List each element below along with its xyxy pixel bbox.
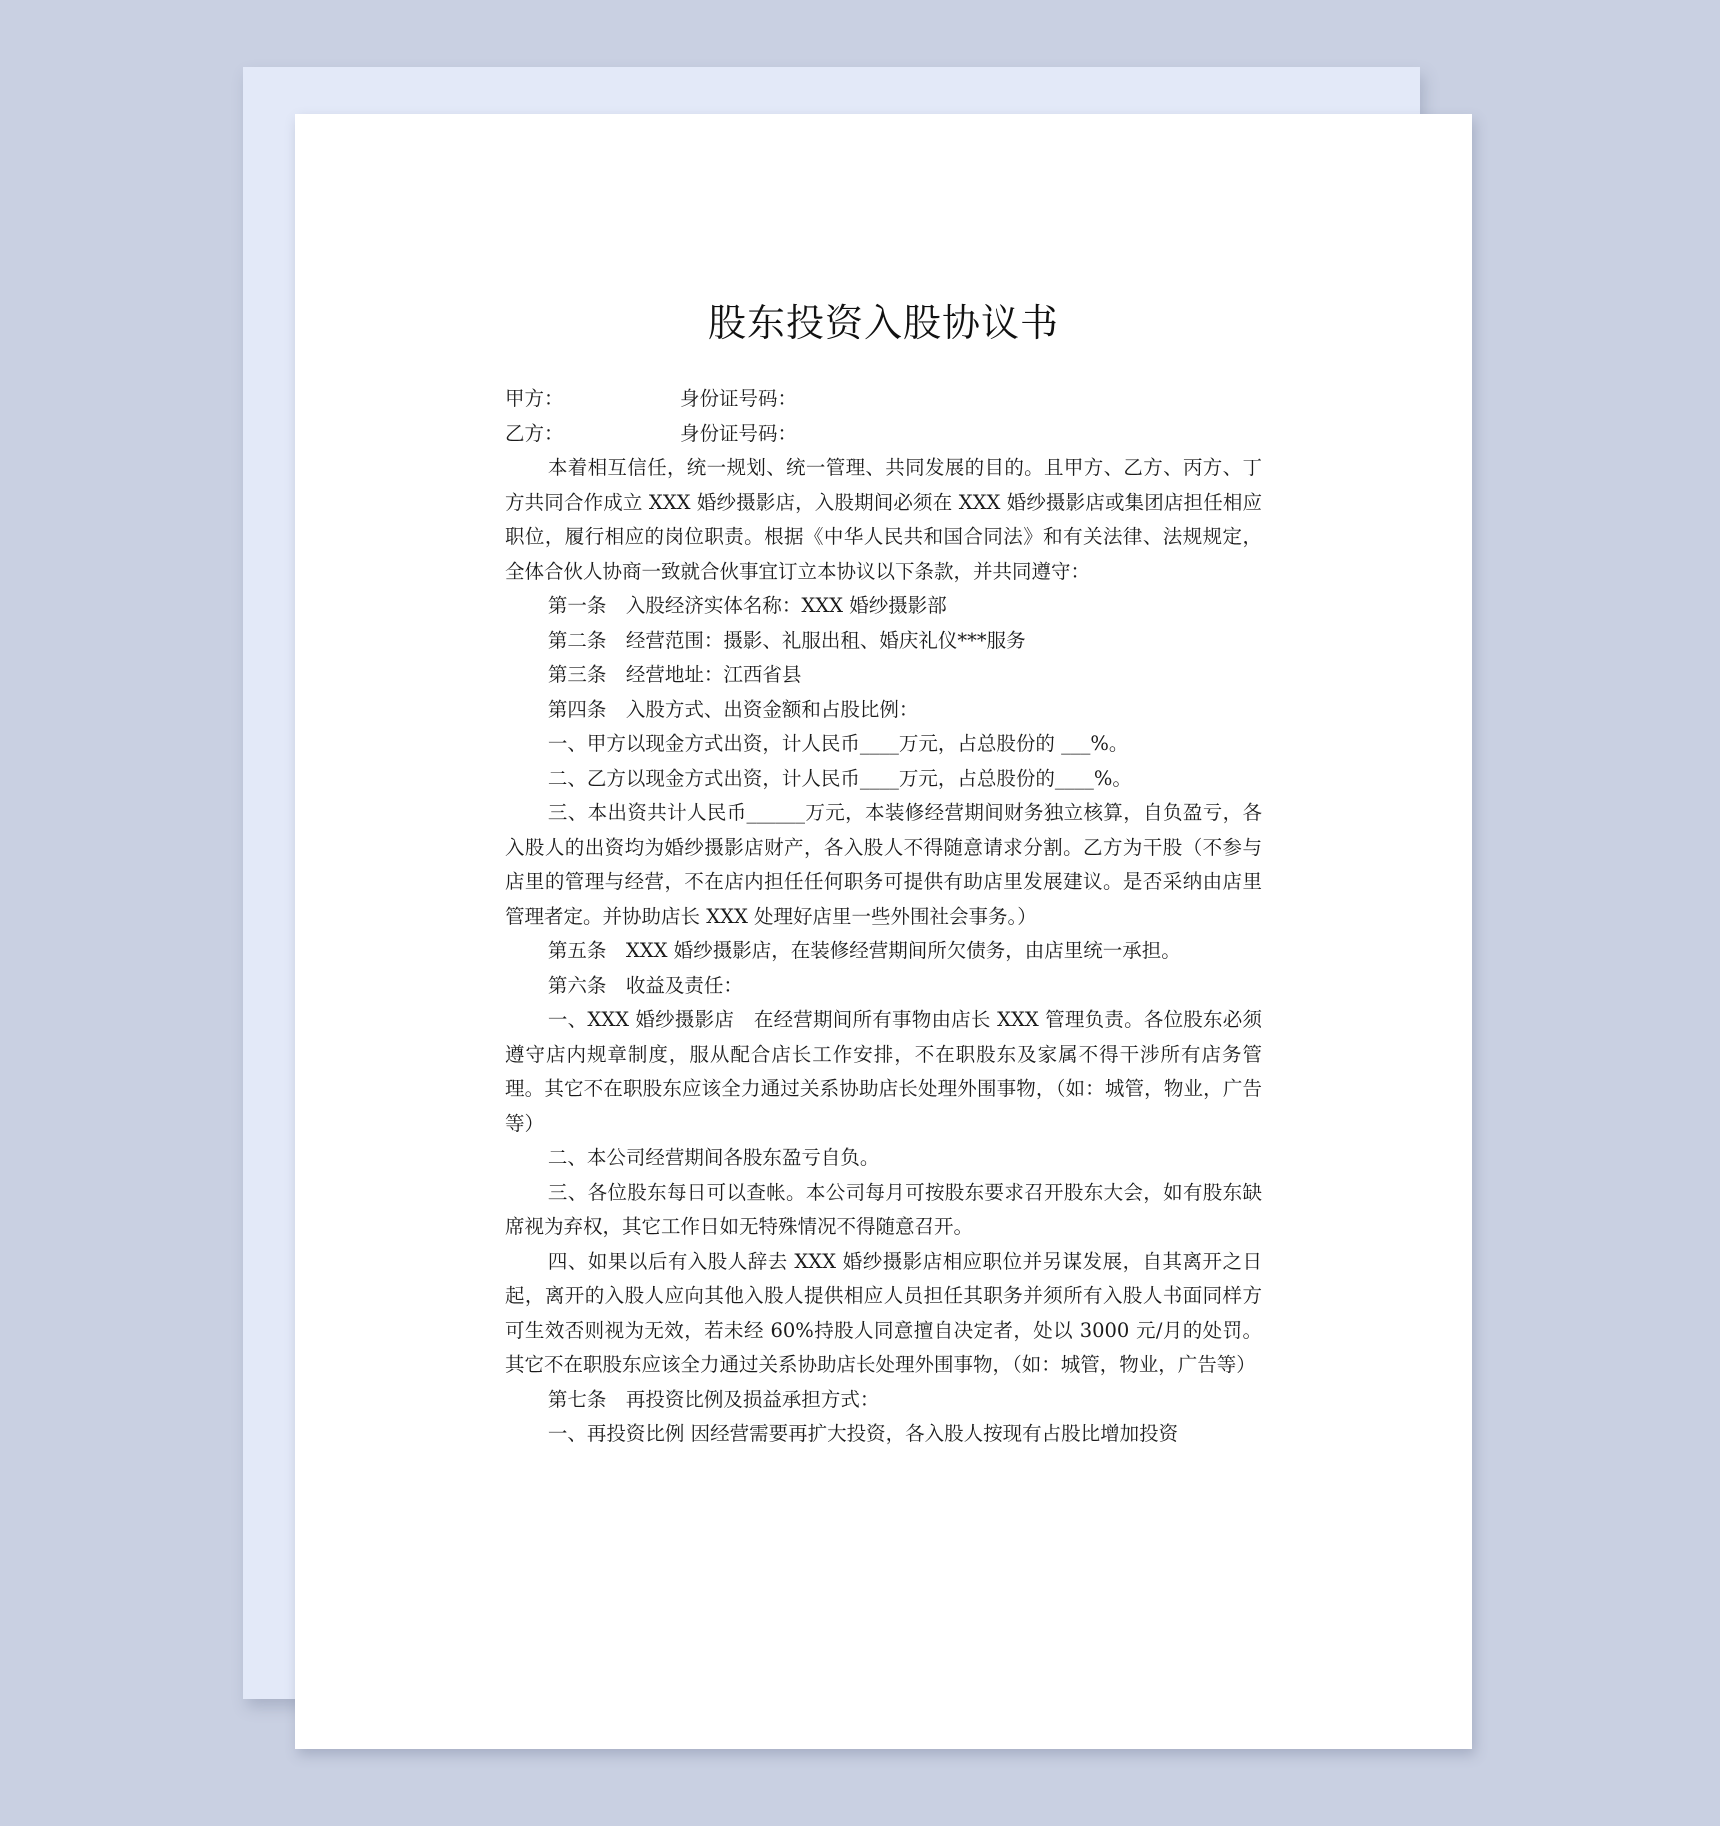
article-7-clause-1: 一、再投资比例 因经营需要再扩大投资，各入股人按现有占股比增加投资 xyxy=(547,1422,1179,1445)
article-4: 第四条 入股方式、出资金额和占股比例： xyxy=(547,697,919,721)
article-6-clause-1: 一、XXX 婚纱摄影店 在经营期间所有事物由店长 XXX 管理负责。各位股东必须遵守店内规章制度，服从配合店长工作安排，不在职股东及家属不得干涉所有店务管理。其它不在职股东应该全力通过关系协助店长处理外围事物，（如：城管，物业，广告等） xyxy=(505,1008,1262,1135)
article-4-clause-1: 一、甲方以现金方式出资，计人民币____万元，占总股份的 ___%。 xyxy=(547,732,1129,755)
preamble-paragraph: 本着相互信任，统一规划、统一管理、共同发展的目的。且甲方、乙方、丙方、丁方共同合作成立 XXX 婚纱摄影店，入股期间必须在 XXX 婚纱摄影店或集团店担任相应职位，履行相应的岗位职责。根据《中华人民共和国合同法》和有关法律、法规规定，全体合伙人协商一致就合伙事宜订立本协议以下条款，并共同遵守： xyxy=(505,456,1262,583)
article-4-clause-2: 二、乙方以现金方式出资，计人民币____万元，占总股份的____%。 xyxy=(547,766,1132,790)
article-1: 第一条 入股经济实体名称：XXX 婚纱摄影部 xyxy=(547,594,947,617)
article-4-clause-3: 三、本出资共计人民币______万元，本装修经营期间财务独立核算，自负盈亏，各入股人的出资均为婚纱摄影店财产，各入股人不得随意请求分割。乙方为干股（不参与店里的管理与经营，不在店内担任任何职务可提供有助店里发展建议。是否采纳由店里管理者定。并协助店长 XXX 处理好店里一些外围社会事务。） xyxy=(505,801,1262,928)
party-a-id-label: 身份证号码： xyxy=(680,387,798,410)
article-7: 第七条 再投资比例及损益承担方式： xyxy=(547,1387,880,1411)
party-a-line xyxy=(505,382,1262,417)
article-6-clause-2: 二、本公司经营期间各股东盈亏自负。 xyxy=(547,1146,880,1169)
document-page xyxy=(295,114,1472,1749)
party-b-id-label: 身份证号码： xyxy=(680,421,798,445)
article-6: 第六条 收益及责任： xyxy=(547,973,743,997)
article-2: 第二条 经营范围：摄影、礼服出租、婚庆礼仪***服务 xyxy=(547,628,1026,652)
party-b-label: 乙方： xyxy=(505,421,564,445)
article-6-clause-4: 四、如果以后有入股人辞去 XXX 婚纱摄影店相应职位并另谋发展，自其离开之日起，离开的入股人应向其他入股人提供相应人员担任其职务并须所有入股人书面同样方可生效否则视为无效，若未经 60%持股人同意擅自决定者，处以 3000 元/月的处罚。其它不在职股东应该全力通过关系协助店长处理外围事物，（如：城管，物业，广告等） xyxy=(505,1249,1262,1376)
article-5: 第五条 XXX 婚纱摄影店，在装修经营期间所欠债务，由店里统一承担。 xyxy=(547,939,1181,962)
article-6-clause-3: 三、各位股东每日可以查帐。本公司每月可按股东要求召开股东大会，如有股东缺席视为弃权，其它工作日如无特殊情况不得随意召开。 xyxy=(505,1180,1262,1238)
document-body xyxy=(505,382,1262,1452)
party-b-line xyxy=(505,417,1262,452)
article-3: 第三条 经营地址：江西省县 xyxy=(547,663,802,686)
document-title: 股东投资入股协议书 xyxy=(707,301,1059,345)
party-a-label: 甲方： xyxy=(505,387,564,410)
